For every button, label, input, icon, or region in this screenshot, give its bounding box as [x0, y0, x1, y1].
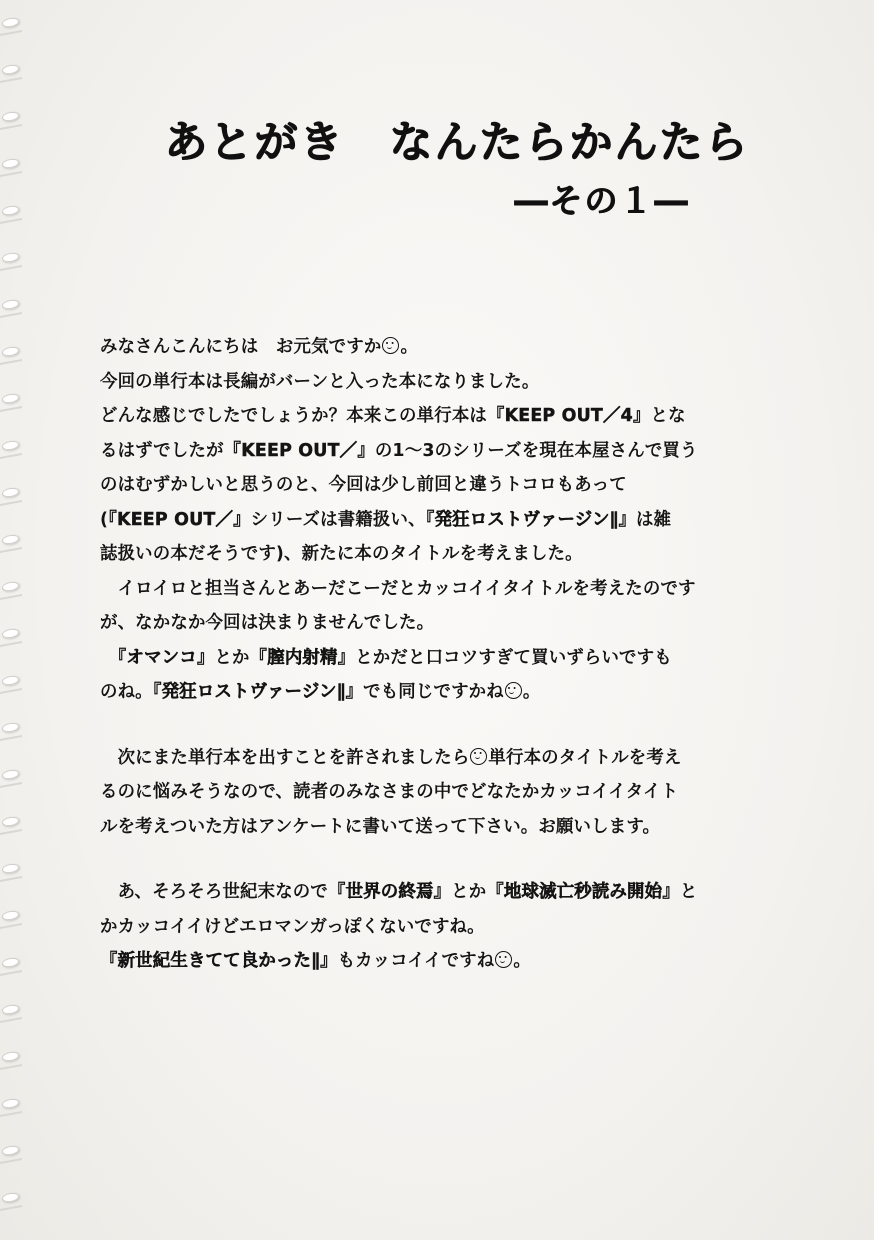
- smiley-face-icon: [382, 337, 399, 354]
- emphasized-text: 地球滅亡秒読み開始: [503, 882, 663, 902]
- afterword-body: [100, 330, 772, 979]
- text-line: 今回の単行本は長編がバーンと入った本になりました。: [100, 371, 540, 392]
- text-line: かカッコイイけどエロマンガっぽくないですね。: [100, 916, 485, 937]
- emphasized-text: KEEP OUT／4: [504, 406, 633, 426]
- emphasized-text: オマンコ: [126, 647, 197, 668]
- text-line: のはむずかしいと思うのと、今回は少し前回と違うトコロもあって: [100, 475, 627, 495]
- text-line: が、なかなか今回は決まりませんでした。: [100, 613, 435, 633]
- text-line: のね。『発狂ロストヴァージン∥』でも同じですかね 。: [100, 682, 541, 702]
- paragraph: [100, 330, 772, 572]
- emphasized-text: 膣内射精: [267, 647, 338, 668]
- paragraph: [100, 741, 772, 845]
- title-block: [0, 120, 874, 222]
- text-line: イロイロと担当さんとあーだこーだとカッコイイタイトルを考えたのです: [100, 578, 696, 599]
- text-line: 『新世紀生きてて良かった∥』もカッコイイですね 。: [100, 951, 531, 971]
- text-line: 誌扱いの本だそうです)、新たに本のタイトルを考えました。: [100, 544, 583, 564]
- text-line: るのに悩みそうなので、読者のみなさまの中でどなたかカッコイイタイト: [100, 782, 679, 802]
- paragraph: [100, 572, 772, 641]
- emphasized-text: KEEP OUT／: [117, 509, 234, 530]
- text-line: 『オマンコ』とか『膣内射精』とかだと口コツすぎて買いずらいですも: [100, 647, 672, 668]
- page-subtitle: ―その１―: [514, 181, 690, 221]
- text-line: (『KEEP OUT／』シリーズは書籍扱い、『発狂ロストヴァージン∥』は雑: [100, 509, 672, 530]
- text-line: どんな感じでしたでしょうか？本来この単行本は『KEEP OUT／4』とな: [100, 406, 686, 426]
- page-title: あとがき なんたらかんたら: [164, 118, 750, 168]
- text-line: 次にまた単行本を出すことを許されましたら 単行本のタイトルを考え: [100, 747, 682, 768]
- smiley-face-icon: [470, 748, 487, 765]
- emphasized-text: 世界の終焉: [345, 882, 434, 902]
- emphasized-text: 発狂ロストヴァージン∥: [161, 682, 346, 702]
- smiley-face-icon: [505, 682, 522, 699]
- emphasized-text: 新世紀生きてて良かった∥: [117, 951, 320, 971]
- text-line: みなさんこんにちは お元気ですか 。: [100, 337, 419, 357]
- paragraph: [100, 875, 772, 979]
- emphasized-text: 発狂ロストヴァージン∥: [434, 509, 619, 530]
- paragraph: [100, 641, 772, 710]
- text-line: ルを考えついた方はアンケートに書いて送って下さい。お願いします。: [100, 816, 661, 837]
- emphasized-text: KEEP OUT／: [241, 440, 358, 461]
- text-line: るはずでしたが『KEEP OUT／』の1～3のシリーズを現在本屋さんで買う: [100, 440, 698, 461]
- smiley-face-icon: [495, 951, 512, 968]
- text-line: あ、そろそろ世紀末なので『世界の終焉』とか『地球滅亡秒読み開始』と: [100, 882, 698, 902]
